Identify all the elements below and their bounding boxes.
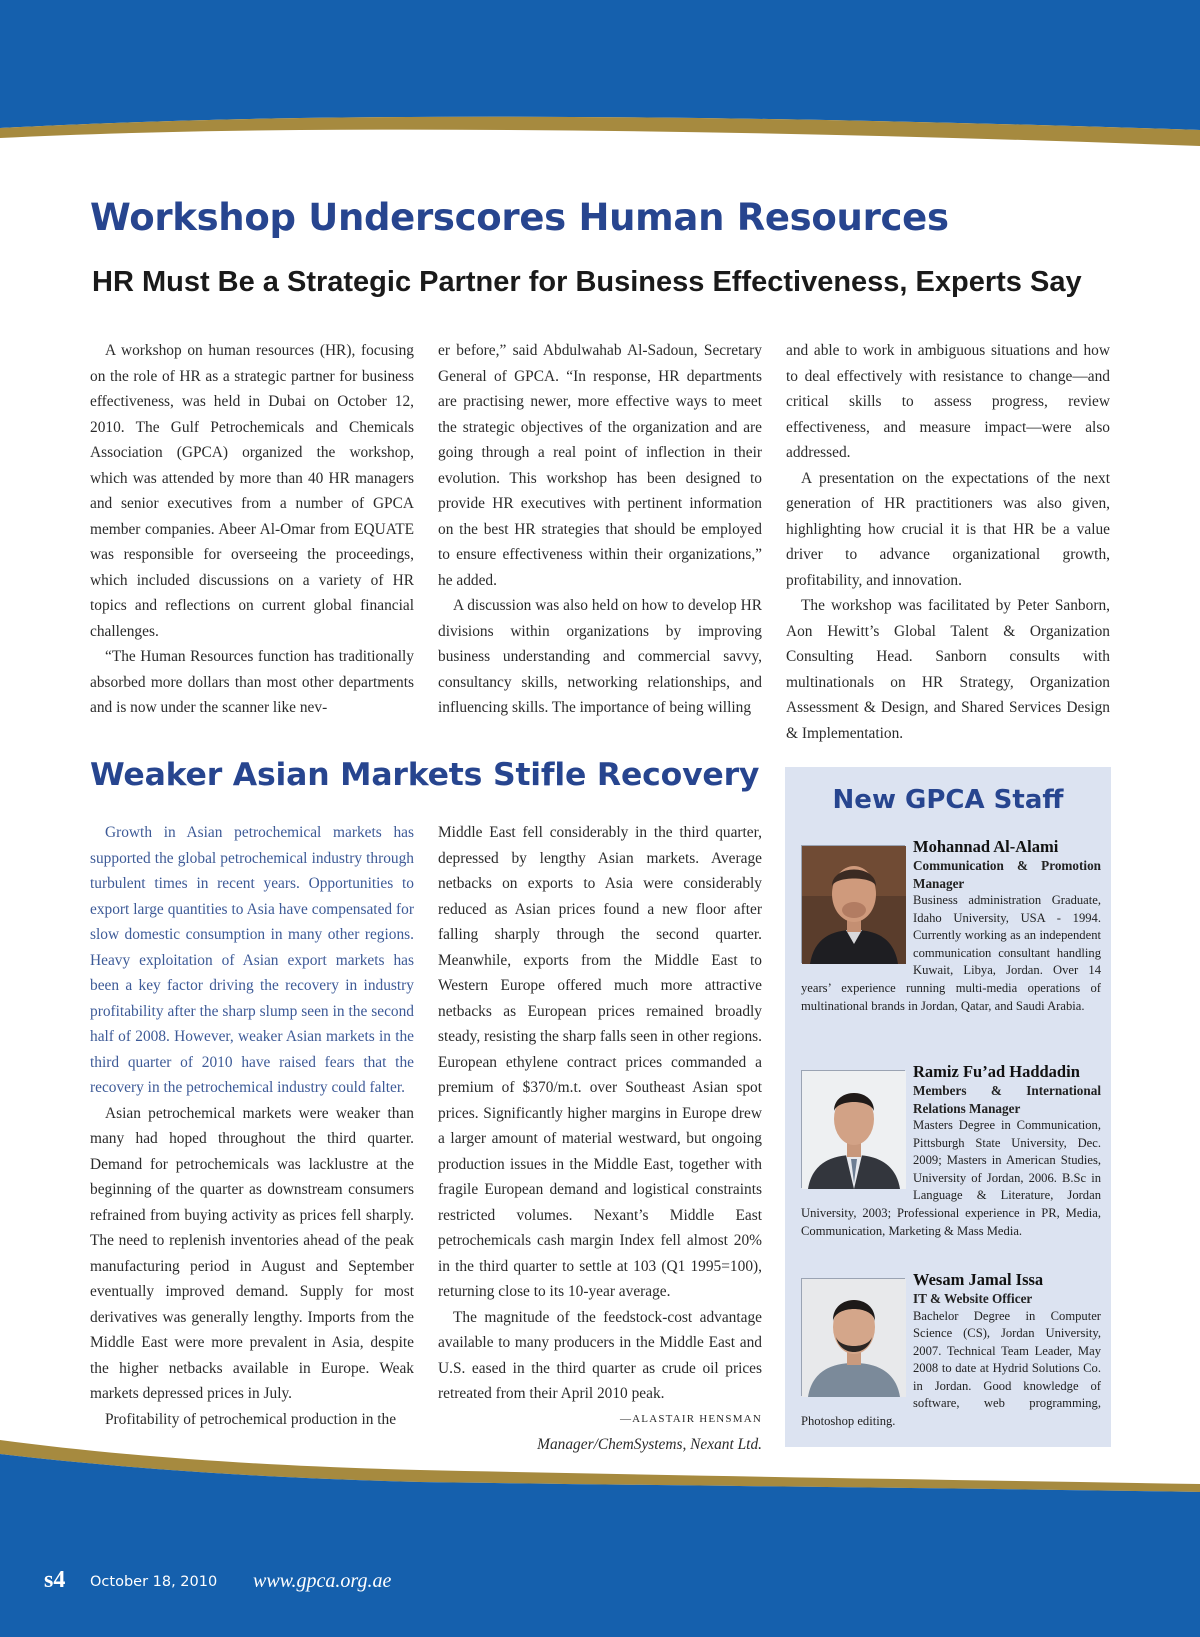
article-title: Workshop Underscores Human Resources <box>90 196 949 239</box>
article1-column-1 <box>90 338 414 721</box>
issue-date: October 18, 2010 <box>90 1574 218 1590</box>
paragraph: The magnitude of the feedstock-cost advantage available to many producers in the Middle East and U.S. eased in the third quarter as crude oil prices retreated from their April 2010 peak. <box>438 1308 762 1402</box>
staff-name: Wesam Jamal Issa <box>913 1270 1044 1289</box>
sidebar-title: New GPCA Staff <box>832 785 1064 815</box>
staff-bio: Bachelor Degree in Computer Science (CS), Jordan University, 2007. Technical Team Leader, May 2008 to date at Hydrid Solutions Co. in Jordan. Good knowledge of software, web programming, Photoshop editing. <box>801 1308 1101 1429</box>
page-number: s4 <box>44 1567 66 1593</box>
article-subtitle: HR Must Be a Strategic Partner for Business Effectiveness, Experts Say <box>92 266 1082 298</box>
staff-bio: Business administration Graduate, Idaho University, USA - 1994. Currently working as an independent communication consultant handling Kuwait, Libya, Jordan. Over 14 years’ experience running multi-media operations of multinational brands in Jordan, Qatar, and Saudi Arabia. <box>801 893 1101 1013</box>
paragraph: er before,” said Abdulwahab Al-Sadoun, Secretary General of GPCA. “In response, HR departments are practising newer, more effective ways to meet the strategic objectives of the organization and are going through a real point of inflection in their evolution. This workshop has been designed to provide HR executives with pertinent information on the best HR strategies that should be employed to ensure effectiveness within their organizations,” he added. <box>438 342 762 589</box>
staff-sidebar <box>785 767 1111 1447</box>
paragraph: Profitability of petrochemical production in the <box>105 1410 397 1428</box>
staff-name: Ramiz Fu’ad Haddadin <box>913 1062 1080 1081</box>
paragraph: A workshop on human resources (HR), focusing on the role of HR as a strategic partner for business effectiveness, was held in Dubai on October 12, 2010. The Gulf Petrochemicals and Chemicals Association (GPCA) organized the workshop, which was attended by more than 40 HR managers and senior executives from a number of GPCA member companies. Abeer Al-Omar from EQUATE was responsible for overseeing the proceedings, which included discussions on a variety of HR topics and reflections on current global financial challenges. <box>90 342 414 640</box>
website-link[interactable]: www.gpca.org.ae <box>253 1570 392 1592</box>
lead-paragraph: Growth in Asian petrochemical markets has supported the global petrochemical industry through turbulent times in recent years. Opportunities to export large quantities to Asia have compensated for slow domestic consumption in many other regions. Heavy exploitation of Asian export markets has been a key factor driving the recovery in industry profitability after the sharp slump seen in the second half of 2008. However, weaker Asian markets in the third quarter of 2010 have raised fears that the recovery in the petrochemical industry could falter. <box>90 824 414 1096</box>
article1-column-3 <box>786 338 1110 746</box>
staff-role: IT & Website Officer <box>913 1291 1033 1306</box>
staff-photo <box>801 845 905 963</box>
paragraph: A discussion was also held on how to develop HR divisions within organizations by improving business understanding and commercial savvy, consultancy skills, networking relationships, and influencing skills. The importance of being willing <box>438 597 762 716</box>
paragraph: Asian petrochemical markets were weaker than many had hoped throughout the third quarter. Demand for petrochemicals was lacklustre at the beginning of the quarter as downstream consumers refrained from buying activity as prices fell sharply. The need to replenish inventories ahead of the peak manufacturing period in August and September eventually improved demand. Supply for most derivatives was generally lengthy. Imports from the Middle East were more prevalent in Asia, despite the higher netbacks available in Europe. Weak markets depressed prices in July. <box>90 1104 414 1402</box>
staff-role: Communication & Promotion Manager <box>913 858 1101 891</box>
paragraph: A presentation on the expectations of the next generation of HR practitioners was also given, highlighting how crucial it is that HR be a value driver to advance organizational growth, profitability, and innovation. <box>786 469 1110 589</box>
staff-card <box>801 1062 1101 1240</box>
staff-photo <box>801 1278 905 1396</box>
staff-bio: Masters Degree in Communication, Pittsburgh State University, Dec. 2009; Masters in American Studies, University of Jordan, 2006. B.Sc in Language & Literature, Jordan University, 2003; Professional experience in PR, Media, Communication, Marketing & Mass Media. <box>801 1118 1101 1238</box>
byline-title: Manager/ChemSystems, Nexant Ltd. <box>537 1436 762 1453</box>
paragraph: The workshop was facilitated by Peter Sanborn, Aon Hewitt’s Global Talent & Organization Consulting Head. Sanborn consults with multinationals on HR Strategy, Organization Assessment & Design, and Shared Services Design & Implementation. <box>786 597 1110 742</box>
article2-title: Weaker Asian Markets Stifle Recovery <box>90 757 760 793</box>
top-banner <box>0 0 1200 150</box>
byline-name: —ALASTAIR HENSMAN <box>619 1412 762 1425</box>
bottom-banner <box>0 1440 1200 1637</box>
staff-role: Members & International Relations Manager <box>913 1083 1101 1116</box>
staff-name: Mohannad Al-Alami <box>913 837 1059 856</box>
staff-photo <box>801 1070 905 1188</box>
paragraph: “The Human Resources function has traditionally absorbed more dollars than most other departments and is now under the scanner like nev- <box>90 648 414 716</box>
article2-column-1 <box>90 820 414 1432</box>
article1-column-2 <box>438 338 762 721</box>
staff-card <box>801 1270 1101 1431</box>
staff-card <box>801 837 1101 1015</box>
paragraph: Middle East fell considerably in the third quarter, depressed by lengthy Asian markets. Average netbacks on exports to Asia were considerably reduced as Asian prices found a new floor after falling sharply through the second quarter. Meanwhile, exports from the Middle East to Western Europe offered much more attractive netbacks as European prices remained broadly steady, resisting the sharp falls seen in other regions. European ethylene contract prices commanded a premium of $370/m.t. over Southeast Asian spot prices. Significantly higher margins in Europe drew a larger amount of material westward, but ongoing production issues in the Middle East, together with fragile European demand and logistical constraints restricted volumes. Nexant’s Middle East petrochemicals cash margin Index fell almost 20% in the third quarter to settle at 103 (Q1 1995=100), returning close to its 10-year average. <box>438 824 762 1300</box>
article2-column-2 <box>438 820 762 1458</box>
paragraph: and able to work in ambiguous situations and how to deal effectively with resistance to change—and critical skills to assess progress, review effectiveness, and measure impact—were also addressed. <box>786 342 1110 461</box>
